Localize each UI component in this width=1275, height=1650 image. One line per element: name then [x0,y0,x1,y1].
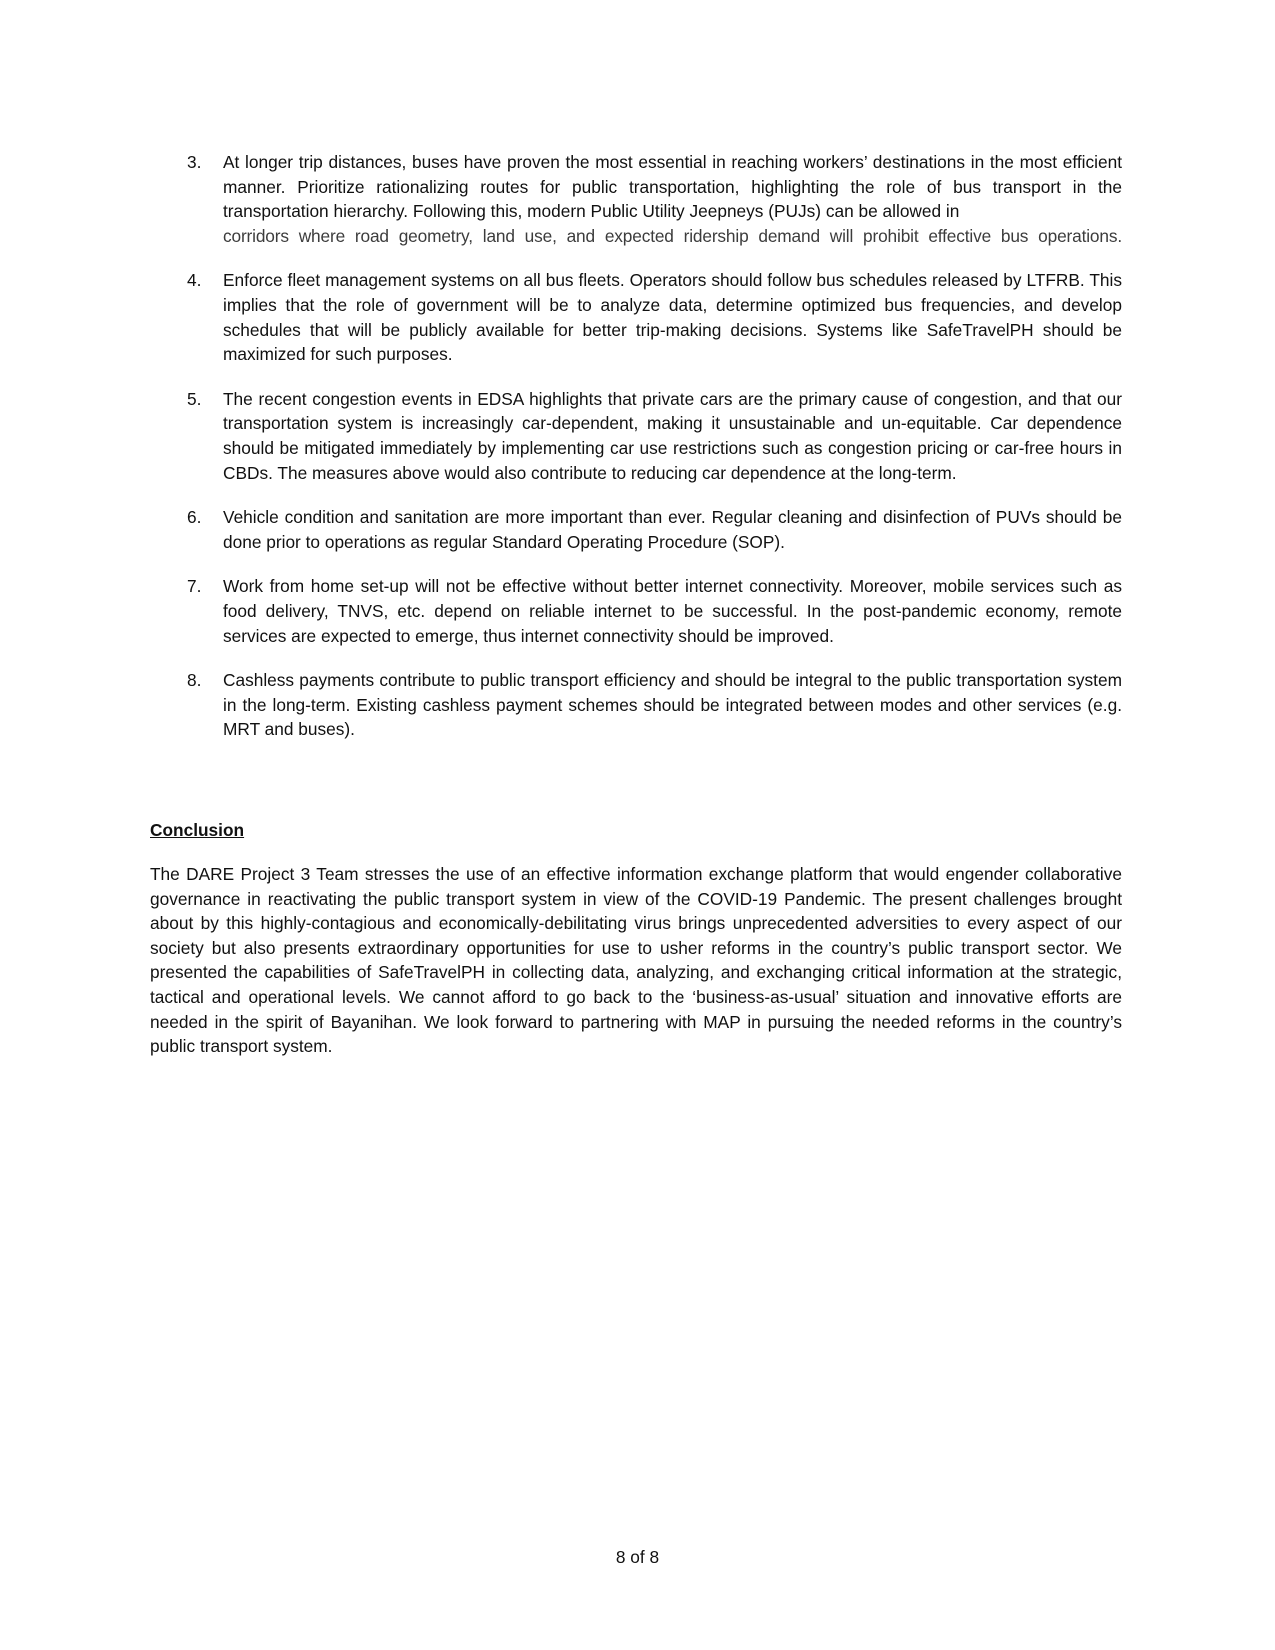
list-item-number: 6. [187,507,202,528]
list-item-number: 4. [187,270,202,291]
list-item-number: 3. [187,152,202,172]
list-item [187,574,1122,648]
conclusion-heading: Conclusion [150,820,245,840]
conclusion-paragraph: The DARE Project 3 Team stresses the use of an effective information exchange platform that would engender collaborative governance in reactivating the public transport system in view of the COVID-19 Pandemic. The present challenges brought about by this highly-contagious and economically-debilitating virus brings unprecedented adversities to every aspect of our society but also presents extraordinary opportunities for use to usher reforms in the country’s public transport sector. We presented the capabilities of SafeTravelPH in collecting data, analyzing, and exchanging critical information at the strategic, tactical and operational levels. We cannot afford to go back to the ‘business-as-usual’ situation and innovative efforts are needed in the spirit of Bayanihan. We look forward to partnering with MAP in pursuing the needed reforms in the country’s public transport system. [150,864,1122,1057]
list-item [187,668,1122,742]
list-item-number: 7. [187,576,202,597]
list-item [187,387,1122,485]
list-item-text-continued: corridors where road geometry, land use, and expected ridership demand will prohibit effective bus operations. [223,225,1122,246]
list-item-text: Enforce fleet management systems on all bus fleets. Operators should follow bus schedules released by LTFRB. This implies that the role of government will be to analyze data, determine optimized bus frequencies, and develop schedules that will be publicly available for better trip-making decisions. Systems like SafeTravelPH should be maximized for such purposes. [223,270,1122,365]
list-item [187,505,1122,554]
list-item [187,150,1122,248]
list-item-number: 8. [187,670,202,691]
list-item-text: Vehicle condition and sanitation are more important than ever. Regular cleaning and disinfection of PUVs should be done prior to operations as regular Standard Operating Procedure (SOP). [223,507,1122,552]
list-item-text: The recent congestion events in EDSA highlights that private cars are the primary cause of congestion, and that our transportation system is increasingly car-dependent, making it unsustainable and un-equitable. Car dependence should be mitigated immediately by implementing car use restrictions such as congestion pricing or car-free hours in CBDs. The measures above would also contribute to reducing car dependence at the long-term. [223,388,1122,483]
list-item-text: Cashless payments contribute to public transport efficiency and should be integral to the public transportation system in the long-term. Existing cashless payment schemes should be integrated between modes and other services (e.g. MRT and buses). [223,670,1122,740]
list-item-text: At longer trip distances, buses have proven the most essential in reaching workers’ destinations in the most efficient manner. Prioritize rationalizing routes for public transportation, highlighting the role of bus transport in the transportation hierarchy. Following this, modern Public Utility Jeepneys (PUJs) can be allowed in [223,152,1122,222]
list-item-text: Work from home set-up will not be effective without better internet connectivity. Moreover, mobile services such as food delivery, TNVS, etc. depend on reliable internet to be successful. In the post-pandemic economy, remote services are expected to emerge, thus internet connectivity should be improved. [223,576,1122,646]
recommendations-list [187,150,1122,742]
list-item [187,268,1122,366]
list-item-number: 5. [187,388,202,409]
page-number: 8 of 8 [615,1547,660,1567]
